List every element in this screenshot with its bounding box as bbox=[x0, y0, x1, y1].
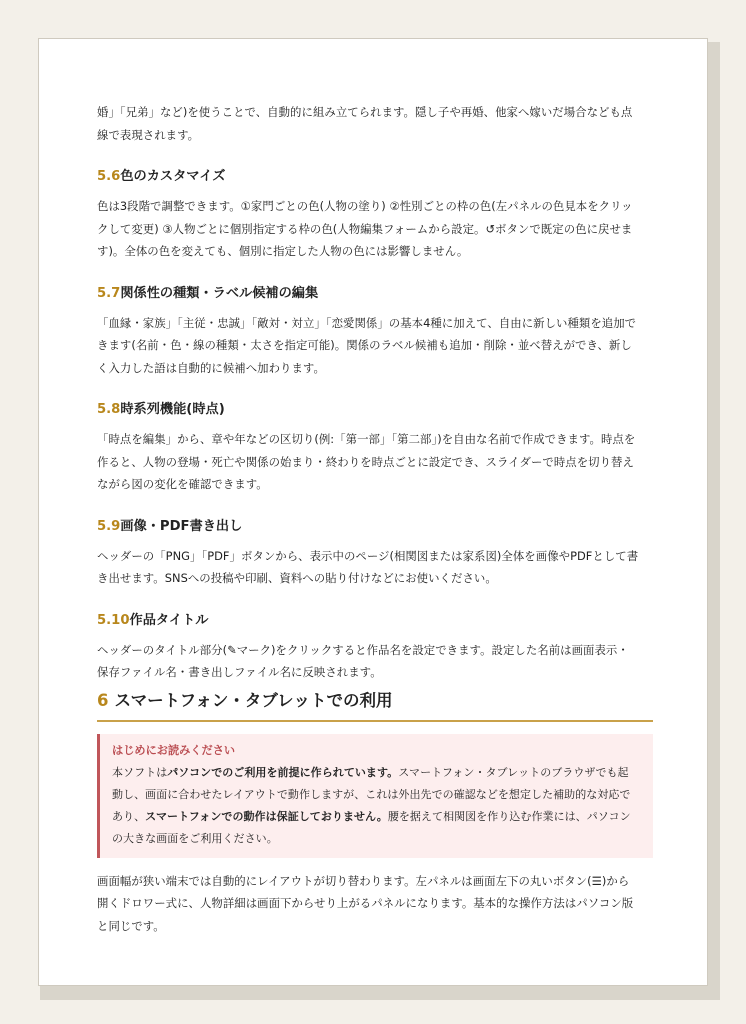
section-title: 関係性の種類・ラベル候補の編集 bbox=[120, 285, 319, 301]
paragraph-line: 保存ファイル名・書き出しファイル名に反映されます。 bbox=[97, 665, 382, 679]
section-paragraph-5-6 bbox=[97, 195, 653, 263]
section-title: 色のカスタマイズ bbox=[120, 169, 226, 184]
paragraph-line: 色は3段階で調整できます。①家門ごとの色(人物の塗り) ②性別ごとの枠の色(左パネルの色見本をクリッ bbox=[97, 199, 633, 213]
section-paragraph-5-9 bbox=[97, 545, 653, 590]
paragraph-line: す)。全体の色を変えても、個別に指定した人物の色には影響しません。 bbox=[97, 244, 469, 258]
paragraph-line: 画面幅が狭い端末では自動的にレイアウトが切り替わります。左パネルは画面左下の丸いボタン(☰)から bbox=[97, 873, 630, 888]
paragraph-line: ながら図の変化を確認できます。 bbox=[97, 477, 268, 491]
section-number: 5.9 bbox=[97, 518, 121, 534]
section-number: 5.10 bbox=[97, 612, 130, 628]
section-heading-5-7 bbox=[97, 283, 653, 305]
intro-paragraph bbox=[97, 101, 653, 146]
section-heading-5-6 bbox=[97, 166, 653, 188]
notice-text: あり、 bbox=[112, 809, 146, 823]
page-content bbox=[97, 101, 653, 937]
paragraph-line: く入力した語は自動的に候補へ加わります。 bbox=[97, 360, 325, 375]
chapter-title: スマートフォン・タブレットでの利用 bbox=[114, 690, 393, 710]
notice-text: スマートフォン・タブレットのブラウザでも起 bbox=[398, 765, 629, 779]
notice-text: 本ソフトは bbox=[112, 765, 168, 779]
notice-emphasis: スマートフォンでの動作は保証しておりません。 bbox=[145, 809, 388, 823]
paragraph-line: クして変更) ③人物ごとに個別指定する枠の色(人物編集フォームから設定。↺ボタンで既定の色に戻せま bbox=[97, 221, 633, 236]
notice-text: 腰を据えて相関図を作り込む作業には、パソコン bbox=[387, 809, 631, 823]
notice-emphasis: パソコンでのご利用を前提に作られています。 bbox=[167, 765, 399, 779]
section-title: 時系列機能(時点) bbox=[120, 402, 225, 417]
paragraph-line: 「時点を編集」から、章や年などの区切り(例:「第一部」「第二部」)を自由な名前で作成できます。時点を bbox=[97, 432, 636, 446]
section-heading-5-8 bbox=[97, 399, 653, 421]
intro-line: 婚」「兄弟」など)を使うことで、自動的に組み立てられます。隠し子や再婚、他家へ嫁いだ場合なども点 bbox=[97, 105, 633, 119]
chapter-heading-6 bbox=[97, 687, 653, 722]
notice-title: はじめにお読みください bbox=[112, 743, 236, 757]
section-heading-5-9 bbox=[97, 516, 653, 538]
intro-line: 線で表現されます。 bbox=[97, 127, 200, 142]
chapter-number: 6 bbox=[97, 690, 109, 710]
section-paragraph-5-8 bbox=[97, 428, 653, 496]
notice-text: の大きな画面をご利用ください。 bbox=[112, 831, 278, 845]
section-number: 5.8 bbox=[97, 402, 121, 417]
document-page bbox=[38, 38, 708, 986]
paragraph-line: 「血縁・家族」「主従・忠誠」「敵対・対立」「恋愛関係」の基本4種に加えて、自由に新しい種類を追加で bbox=[97, 315, 637, 330]
section-paragraph-5-7 bbox=[97, 312, 653, 380]
paragraph-line: と同じです。 bbox=[97, 918, 165, 933]
paragraph-line: 開くドロワー式に、人物詳細は画面下からせり上がるパネルになります。基本的な操作方法はパソコン版 bbox=[97, 896, 634, 910]
notice-text: 動し、画面に合わせたレイアウトで動作しますが、これは外出先での確認などを想定した補助的な対応で bbox=[112, 787, 631, 801]
section-number: 5.6 bbox=[97, 169, 121, 184]
section-number: 5.7 bbox=[97, 285, 121, 301]
paragraph-line: ヘッダーの「PNG」「PDF」ボタンから、表示中のページ(相関図または家系図)全体を画像やPDFとして書 bbox=[97, 548, 639, 563]
section-title: 作品タイトル bbox=[129, 612, 209, 628]
closing-paragraph bbox=[97, 870, 653, 938]
paragraph-line: き出せます。SNSへの投稿や印刷、資料への貼り付けなどにお使いください。 bbox=[97, 571, 497, 585]
notice-body bbox=[112, 762, 643, 850]
paragraph-line: ヘッダーのタイトル部分(✎マーク)をクリックすると作品名を設定できます。設定した名前は画面表示・ bbox=[97, 642, 629, 657]
paragraph-line: 作ると、人物の登場・死亡や関係の始まり・終わりを時点ごとに設定でき、スライダーで時点を切り替え bbox=[97, 454, 634, 469]
paragraph-line: きます(名前・色・線の種類・太さを指定可能)。関係のラベル候補も追加・削除・並べ替えができ、新し bbox=[97, 338, 632, 352]
section-paragraph-5-10 bbox=[97, 639, 653, 684]
section-heading-5-10 bbox=[97, 610, 653, 632]
notice-box bbox=[97, 734, 653, 858]
section-title: 画像・PDF書き出し bbox=[120, 518, 243, 534]
